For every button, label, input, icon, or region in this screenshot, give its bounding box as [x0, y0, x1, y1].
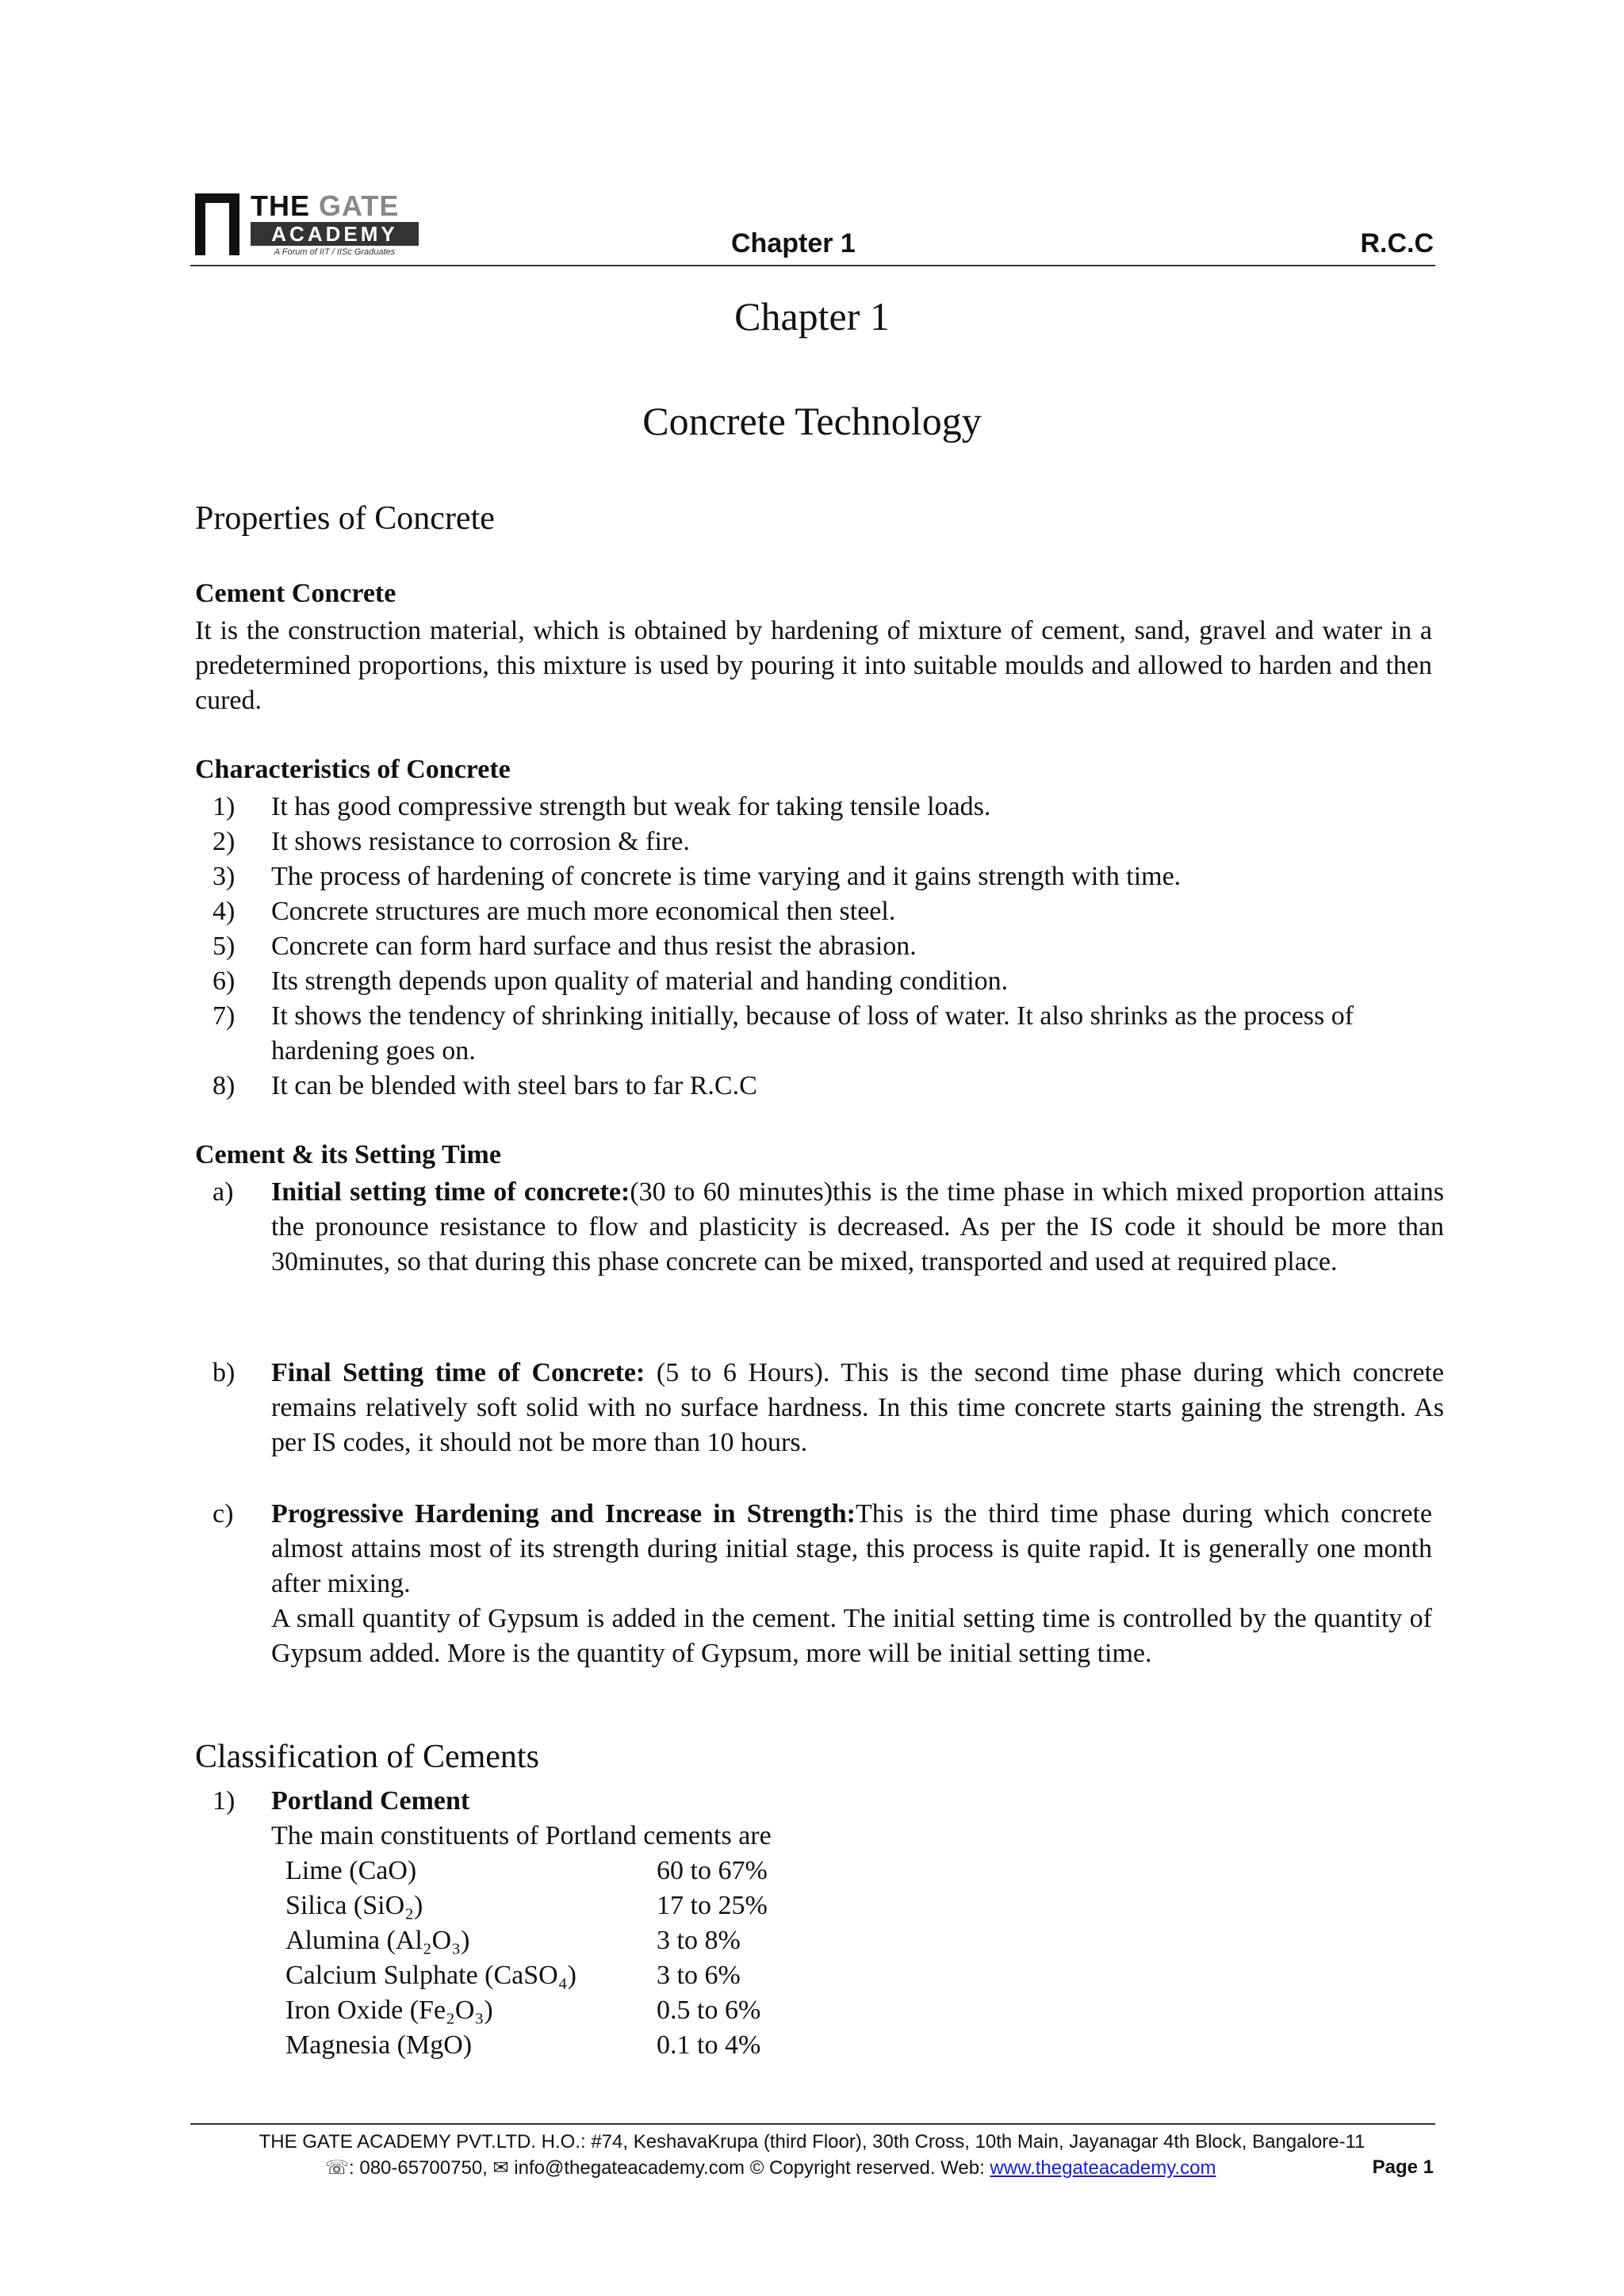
list-item: 5) Concrete can form hard surface and thus resist the abrasion. — [213, 932, 917, 961]
table-row: Calcium Sulphate (CaSO₄) 3 to 6% — [285, 1961, 741, 1990]
table-row: Silica (SiO₂) 17 to 25% — [285, 1891, 768, 1920]
cement-concrete-text: It is the construction material, which is obtained by hardening of mixture of cement, sand, gravel and water in a predetermined proportions, this mixture is used by pouring it into suitable moulds and allowed to harden and then cured. — [195, 616, 1432, 715]
portland-cement-item: 1) Portland Cement The main constituents of Portland cements are Lime (CaO) 60 to 67% Silica (SiO₂) 17 to 25% Alumina (Al₂O₃) 3 to 8% Calcium Sulphate (CaSO₄) 3 to 6% Iron Oxide (Fe₂O₃) 0.5 to 6% Magnesia (MgO) 0.1 to 4% — [195, 1784, 1432, 2063]
table-row: Alumina (Al₂O₃) 3 to 8% — [285, 1926, 741, 1955]
characteristics-heading: Characteristics of Concrete — [195, 755, 511, 784]
logo-mark-icon — [195, 193, 239, 255]
envelope-icon: ✉ — [492, 2157, 509, 2179]
header-divider — [190, 265, 1435, 266]
phone-icon: ☏ — [325, 2157, 350, 2179]
page-number: Page 1 — [1372, 2156, 1434, 2178]
chapter-title: Chapter 1 — [734, 294, 890, 339]
final-setting-term: Final Setting time of Concrete: — [271, 1358, 645, 1387]
classification-heading: Classification of Cements — [195, 1739, 539, 1775]
footer-address: THE GATE ACADEMY PVT.LTD. H.O.: #74, KeshavaKrupa (third Floor), 30th Cross, 10th Main, Jayanagar 4th Block, Bangalore-11 — [259, 2131, 1365, 2152]
list-item: 2) It shows resistance to corrosion & fire. — [213, 827, 690, 856]
table-row: Iron Oxide (Fe₂O₃) 0.5 to 6% — [285, 1996, 761, 2025]
logo-text: THE GATE — [251, 189, 400, 222]
characteristics-list — [195, 790, 1432, 1104]
initial-setting-term: Initial setting time of concrete: — [271, 1177, 630, 1207]
gypsum-note: A small quantity of Gypsum is added in the cement. The initial setting time is controlled by the quantity of Gypsum added. More is the quantity of Gypsum, more will be initial setting time. — [271, 1604, 1432, 1668]
initial-setting-item: a) Initial setting time of concrete:(30 to 60 minutes)this is the time phase in which mixed proportion attains the pronounce resistance to flow and plasticity is decreased. As per the IS code it should be more than 30minutes, so that during this phase concrete can be mixed, transported and used at required place. — [213, 1177, 1444, 1276]
website-link[interactable]: www.thegateacademy.com — [990, 2157, 1216, 2179]
list-item: 1) It has good compressive strength but weak for taking tensile loads. — [213, 792, 991, 821]
table-row: Magnesia (MgO) 0.1 to 4% — [285, 2030, 761, 2060]
footer-divider — [190, 2123, 1435, 2125]
cement-concrete-heading: Cement Concrete — [195, 579, 396, 608]
list-item: 3) The process of hardening of concrete is time varying and it gains strength with time. — [213, 862, 1182, 891]
footer-contact: ☏: 080-65700750, ✉ info@thegateacademy.com © Copyright reserved. Web: www.thegateacademy.com — [325, 2157, 1216, 2179]
list-item: 4) Concrete structures are much more economical then steel. — [213, 897, 896, 926]
final-setting-item: b) Final Setting time of Concrete: (5 to 6 Hours). This is the second time phase during which concrete remains relatively soft solid with no surface hardness. In this time concrete starts gaining the strength. As per IS codes, it should not be more than 10 hours. — [213, 1358, 1444, 1457]
logo-academy-text: ACADEMY — [251, 222, 419, 246]
topic-title: Concrete Technology — [642, 399, 982, 443]
progressive-hardening-item: c) Progressive Hardening and Increase in Strength:This is the third time phase during which concrete almost attains most of its strength during initial stage, this process is quite rapid. It is generally one month after mixing. A small quantity of Gypsum is added in the cement. The initial setting time is controlled by the quantity of Gypsum added. More is the quantity of Gypsum, more will be initial setting time. — [195, 1497, 1432, 1671]
constituents-table — [285, 1854, 768, 2063]
portland-intro: The main constituents of Portland cements are — [271, 1821, 772, 1850]
portland-cement-heading: Portland Cement — [271, 1786, 470, 1816]
setting-time-heading: Cement & its Setting Time — [195, 1140, 501, 1169]
list-item: 6) Its strength depends upon quality of material and handing condition. — [213, 966, 1009, 996]
header-chapter: Chapter 1 — [731, 228, 856, 258]
progressive-hardening-term: Progressive Hardening and Increase in Strength: — [271, 1499, 856, 1529]
header-subject: R.C.C — [1360, 228, 1434, 258]
table-row: Lime (CaO) 60 to 67% — [285, 1856, 768, 1885]
properties-heading: Properties of Concrete — [195, 500, 495, 537]
logo-tagline: A Forum of IIT / IISc Graduates — [274, 247, 396, 257]
list-item: 8) It can be blended with steel bars to far R.C.C — [213, 1071, 757, 1100]
gate-academy-logo — [195, 190, 425, 258]
list-item: 7) It shows the tendency of shrinking initially, because of loss of water. It also shrinks as the process of hardening goes on. — [213, 1001, 1354, 1066]
